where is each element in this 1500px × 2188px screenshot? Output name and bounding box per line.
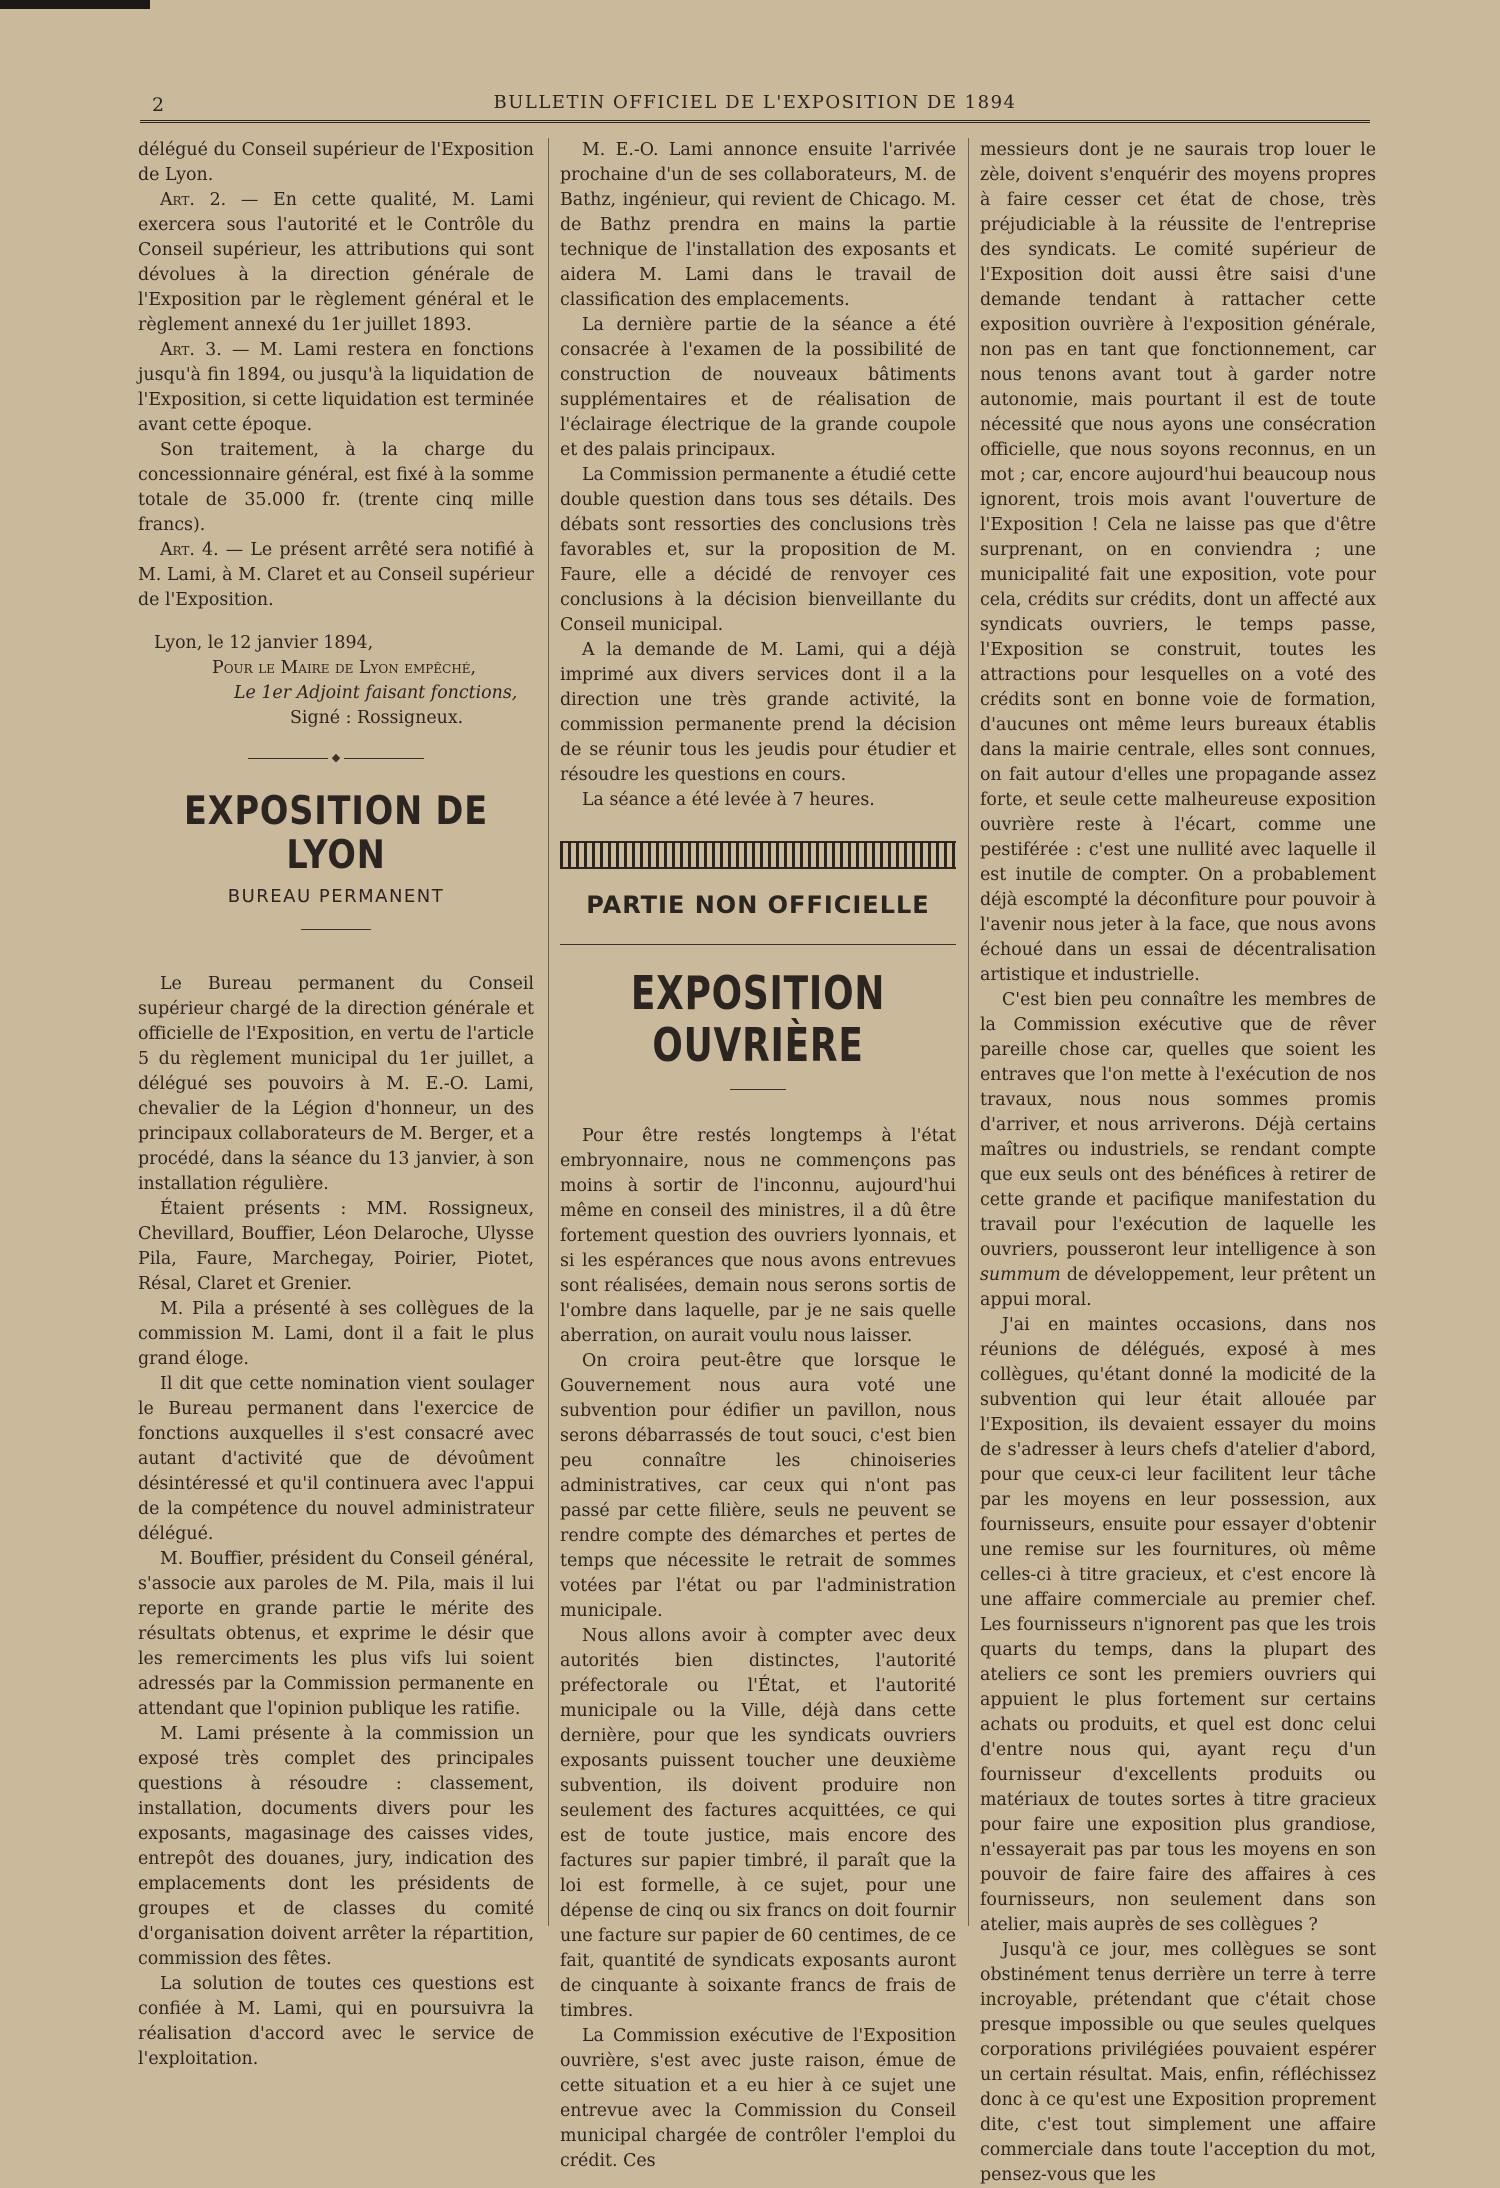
paragraph: La Commission exécutive de l'Exposition ouvrière, s'est avec juste raison, émue de cette situation et a eu hier à ce sujet une entrevue avec la Commission du Conseil municipal chargée de contrôler l'emploi du crédit. Ces [560, 2026, 956, 2171]
paragraph: Il dit que cette nomination vient soulager le Bureau permanent dans l'exercice de fonctions auxquelles il s'est consacré avec autant d'activité que de dévoûment désintéressé et qu'il continuera avec l'appui de la compétence du nouvel administrateur délégué. [138, 1374, 534, 1544]
section-title: EXPOSITION DE LYON [183, 789, 489, 878]
article-text: — En cette qualité, M. Lami exercera sous l'autorité et le Contrôle du Conseil supérieur, les attributions qui sont dévolues à la direction générale de l'Exposition par le règlement général et le règlement annexé du 1er juillet 1893. [138, 190, 534, 335]
paragraph: Jusqu'à ce jour, mes collègues se sont obstinément tenus derrière un terre à terre incroyable, prétendant que c'était chose presque impossible ou que seules quelques corporations privilégiées pouvaient espérer un certain résultat. Mais, enfin, réfléchissez donc à ce qu'est une Exposition proprement dite, c'est tout simplement une affaire commerciale dans toute l'acception du mot, pensez-vous que les [980, 1940, 1376, 2185]
page-header [140, 82, 1370, 122]
column-2 [560, 138, 956, 2174]
signature-date: Lyon, le 12 janvier 1894, [154, 633, 374, 653]
ornament-divider: ◆ [138, 745, 534, 770]
section-heading: PARTIE NON OFFICIELLE [586, 891, 930, 919]
text-run: de développement, leur prêtent un appui moral. [980, 1265, 1376, 1310]
paragraph: La Commission permanente a étudié cette double question dans tous ses détails. Des débats sont ressorties des conclusions très favorables et, sur la proposition de M. Faure, elle a décidé de renvoyer ces conclusions à la décision bienveillante du Conseil municipal. [560, 465, 956, 635]
paragraph [980, 988, 1376, 1313]
paragraph: Nous allons avoir à compter avec deux autorités bien distinctes, l'autorité préfectorale ou l'État, et l'autorité municipale ou la Ville, déjà dans cette dernière, pour que les syndicats ouvriers exposants puissent toucher une deuxième subvention, ils doivent produire non seulement des factures acquittées, ce qui est de toute justice, mais encore des factures sur papier timbré, il paraît que la loi est formelle, à ce sujet, pour une dépense de cinq ou six francs on doit fournir une facture sur papier de 60 centimes, de ce fait, quantité de syndicats exposants auront de cinquante à soixante francs de frais de timbres. [560, 1626, 956, 2021]
divider [301, 929, 371, 930]
page-number: 2 [152, 94, 165, 116]
article-label: Art. 3. [160, 340, 222, 360]
column-3 [980, 138, 1376, 2188]
article-3 [138, 338, 534, 438]
paragraph: M. Lami présente à la commission un exposé très complet des principales questions à résoudre : classement, installation, documents divers pour les exposants, magasinage des caisses vides, entrepôt des douanes, jury, indication des emplacements dont les présidents de groupes et de classes du comité d'organisation doivent arrêter la répartition, commission des fêtes. [138, 1724, 534, 1969]
article-text: — Le présent arrêté sera notifié à M. Lami, à M. Claret et au Conseil supérieur de l'Exposition. [138, 540, 534, 610]
signature-line: Pour le Maire de Lyon empêché, [212, 658, 477, 678]
paragraph: Pour être restés longtemps à l'état embryonnaire, nous ne commençons pas moins à sortir de l'inconnu, aujourd'hui même en conseil des ministres, il a dû être fortement question des ouvriers lyonnais, et si les espérances que nous avons entrevues sont réalisées, demain nous serons sortis de l'ombre dans laquelle, par je ne sais quelle aberration, on aurait voulu nous laisser. [560, 1126, 956, 1346]
paragraph: M. Pila a présenté à ses collègues de la commission M. Lami, dont il a fait le plus grand éloge. [138, 1299, 534, 1369]
emphasis: summum [980, 1265, 1061, 1285]
paragraph: J'ai en maintes occasions, dans nos réunions de délégués, exposé à mes collègues, qu'étant donné la modicité de la subvention qui leur était allouée par l'Exposition, ils devaient essayer du moins de s'adresser à leurs chefs d'atelier d'abord, pour que ceux-ci leur facilitent leur tâche par les moyens en leur possession, aux fournisseurs, ensuite pour essayer d'obtenir une remise sur les fournitures, où même celles-ci à titre gracieux, et c'est encore là une affaire commerciale au premier chef. Les fournisseurs n'ignorent pas que les trois quarts du temps, dans la plupart des ateliers ce sont les premiers ouvriers qui appuient le plus fortement sur certains achats ou produits, et quel est donc celui d'entre nous qui, ayant reçu d'un fournisseur d'excellents produits ou matériaux de toutes sortes à titre gracieux pour faire une exposition plus grandiose, n'essayerait pas par tous les moyens en son pouvoir de faire faire des affaires à ces fournisseurs, non seulement dans son atelier, mais auprès de ses collègues ? [980, 1315, 1376, 1935]
paragraph: La solution de toutes ces questions est confiée à M. Lami, qui en poursuivra la réalisation d'accord avec le service de l'exploitation. [138, 1974, 534, 2069]
paragraph: On croira peut-être que lorsque le Gouvernement nous aura voté une subvention pour édifier un pavillon, nous serons débarrassés de tout souci, c'est bien peu connaître les chinoiseries administratives, car ceux qui n'ont pas passé par cette filière, seuls ne peuvent se rendre compte des démarches et pertes de temps que nécessite le retrait de sommes votées par l'état ou par l'administration municipale. [560, 1351, 956, 1621]
paragraph: délégué du Conseil supérieur de l'Exposition de Lyon. [138, 140, 534, 185]
decorative-band [560, 841, 956, 869]
column-divider-1 [548, 138, 549, 1926]
divider [560, 944, 956, 945]
paragraph: La séance a été levée à 7 heures. [582, 790, 875, 810]
paragraph: Son traitement, à la charge du concessionnaire général, est fixé à la somme totale de 35.000 fr. (trente cinq mille francs). [138, 440, 534, 535]
paragraph: Le Bureau permanent du Conseil supérieur chargé de la direction générale et officielle de l'Exposition, en vertu de l'article 5 du règlement municipal du 1er juillet, a délégué ses pouvoirs à M. E.-O. Lami, chevalier de la Légion d'honneur, un des principaux collaborateurs de M. Berger, et a procédé, dans la séance du 13 janvier, à son installation régulière. [138, 974, 534, 1194]
paragraph: La dernière partie de la séance a été consacrée à l'examen de la possibilité de construction de nouveaux bâtiments supplémentaires et de réalisation de l'éclairage électrique de la grande coupole et des palais principaux. [560, 315, 956, 460]
signature-name: Signé : Rossigneux. [290, 708, 464, 728]
paragraph: messieurs dont je ne saurais trop louer le zèle, doivent s'enquérir des moyens propres à faire cesser cet état de chose, très préjudiciable à la réussite de l'entreprise des syndicats. Le comité supérieur de l'Exposition doit aussi être saisi d'une demande tendant à rattacher cette exposition ouvrière à l'exposition générale, non pas en tant que fonctionnement, car nous tenons avant tout à garder notre autonomie, mais pourtant il est de toute nécessité que nous ayons une consécration officielle, que nous soyons reconnus, en un mot ; car, encore aujourd'hui beaucoup nous ignorent, trois mois avant l'ouverture de l'Exposition ! Cela ne laisse pas que d'être surprenant, on en conviendra ; une municipalité fait une exposition, vote pour cela, crédits sur crédits, dont un affecté aux syndicats ouvriers, le temps passe, l'Exposition se construit, toutes les attractions pour lesquelles on a voté des crédits sont en bonne voie de formation, d'aucunes ont même leurs bureaux établis dans la mairie centrale, elles sont connues, on fait autour d'elles une propagande assez forte, et seule cette malheureuse exposition ouvrière reste à l'écart, comme une pestiférée : c'est une nullité avec laquelle il est inutile de compter. On a probablement déjà escompté la déconfiture pour pouvoir à l'avenir nous jeter à la face, que nous avons échoué dans un essai de décentralisation artistique et industrielle. [980, 140, 1376, 985]
signature-line: Le 1er Adjoint faisant fonctions, [234, 683, 518, 703]
divider [730, 1089, 786, 1090]
article-title: EXPOSITION OUVRIÈRE [630, 966, 886, 1072]
section-subtitle: BUREAU PERMANENT [227, 886, 445, 907]
paragraph: A la demande de M. Lami, qui a déjà imprimé aux divers services dont il a la direction une très grande activité, la commission permanente prend la décision de se réunir tous les jeudis pour étudier et résoudre les questions en cours. [560, 640, 956, 785]
header-rule [140, 120, 1370, 126]
paragraph: Étaient présents : MM. Rossigneux, Chevillard, Bouffier, Léon Delaroche, Ulysse Pila, Faure, Marchegay, Poirier, Piotet, Résal, Claret et Grenier. [138, 1199, 534, 1294]
column-divider-2 [968, 138, 969, 1926]
running-title: BULLETIN OFFICIEL DE L'EXPOSITION DE 1894 [493, 92, 1017, 113]
paragraph: M. Bouffier, président du Conseil général, s'associe aux paroles de M. Pila, mais il lui reporte en grande partie le mérite des résultats obtenus, et exprime le désir que les remerciments les plus vifs lui soient adressés par la Commission permanente en attendant que l'opinion publique les ratifie. [138, 1549, 534, 1719]
column-1 [138, 138, 534, 2072]
article-label: Art. 2. [160, 190, 227, 210]
article-label: Art. 4. [160, 540, 219, 560]
article-4 [138, 538, 534, 613]
paragraph: M. E.-O. Lami annonce ensuite l'arrivée prochaine d'un de ses collaborateurs, M. de Bathz, ingénieur, qui revient de Chicago. M. de Bathz prendra en mains la partie technique de l'installation des exposants et aidera M. Lami dans le travail de classification des emplacements. [560, 140, 956, 310]
article-2 [138, 188, 534, 338]
corner-mark [0, 0, 150, 9]
article-text: — M. Lami restera en fonctions jusqu'à fin 1894, ou jusqu'à la liquidation de l'Exposition, si cette liquidation est terminée avant cette époque. [138, 340, 534, 435]
text-run: C'est bien peu connaître les membres de la Commission exécutive que de rêver pareille chose car, quelles que soient les entraves que l'on mette à l'exécution de nos travaux, nous nous sommes promis d'arriver, et nous arriverons. Déjà certains maîtres ou industriels, se rendant compte que eux seuls ont des bénéfices à retirer de cette grande et pacifique manifestation du travail pour l'exécution de laquelle les ouvriers, pousseront leur intelligence à son [980, 990, 1376, 1260]
